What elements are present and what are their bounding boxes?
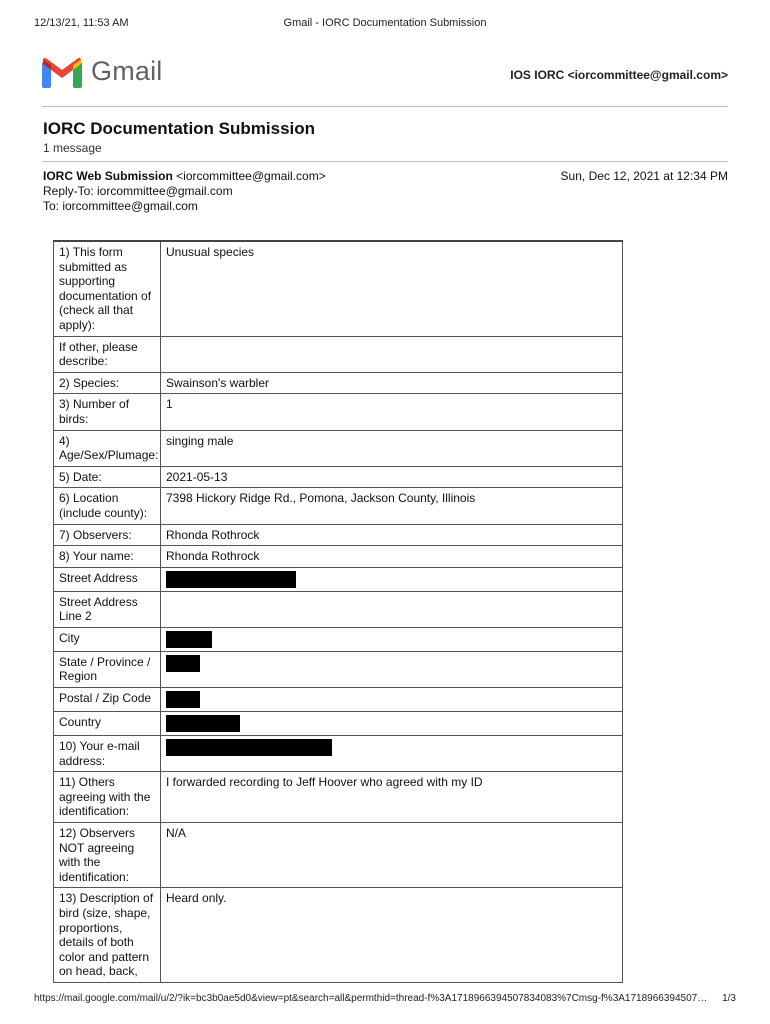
form-row [54, 772, 623, 823]
redaction-block [166, 655, 200, 672]
form-row-value [161, 712, 623, 736]
form-row [54, 823, 623, 888]
form-row [54, 466, 623, 488]
form-row-label: Country [54, 712, 161, 736]
sender-email: <iorcommittee@gmail.com> [176, 169, 326, 183]
form-row [54, 651, 623, 687]
form-row-label: 6) Location (include county): [54, 488, 161, 524]
form-row-value: N/A [161, 823, 623, 888]
form-row [54, 546, 623, 568]
print-title: Gmail - IORC Documentation Submission [283, 17, 487, 29]
submission-form-table [53, 240, 623, 983]
form-row-label: If other, please describe: [54, 336, 161, 372]
form-row-label: 3) Number of birds: [54, 394, 161, 430]
sender-name: IORC Web Submission [43, 169, 173, 183]
form-row-value: Unusual species [161, 241, 623, 336]
form-row-value [161, 336, 623, 372]
form-row [54, 888, 623, 983]
sent-date: Sun, Dec 12, 2021 at 12:34 PM [560, 169, 728, 183]
from-line [43, 169, 326, 184]
page-number: 1/3 [722, 993, 736, 1004]
gmail-m-logo-icon [42, 58, 82, 88]
form-row [54, 372, 623, 394]
redaction-block [166, 739, 332, 756]
form-row-value: Heard only. [161, 888, 623, 983]
reply-to-line: Reply-To: iorcommittee@gmail.com [43, 184, 233, 198]
form-row [54, 712, 623, 736]
form-row-value: 7398 Hickory Ridge Rd., Pomona, Jackson County, Illinois [161, 488, 623, 524]
form-row-value: Rhonda Rothrock [161, 524, 623, 546]
print-datetime: 12/13/21, 11:53 AM [34, 17, 129, 29]
thread-subject: IORC Documentation Submission [43, 119, 316, 138]
message-meta [43, 169, 326, 214]
form-row [54, 488, 623, 524]
account-identity: IOS IORC <iorcommittee@gmail.com> [510, 68, 728, 82]
subject-divider [42, 161, 728, 162]
form-row-label: 2) Species: [54, 372, 161, 394]
redaction-block [166, 571, 296, 588]
redaction-block [166, 691, 200, 708]
form-row-label: 13) Description of bird (size, shape, proportions, details of both color and pattern on head, back, [54, 888, 161, 983]
form-row-value [161, 627, 623, 651]
form-row [54, 241, 623, 336]
form-row-label: Street Address [54, 567, 161, 591]
form-row [54, 336, 623, 372]
form-row-value: I forwarded recording to Jeff Hoover who agreed with my ID [161, 772, 623, 823]
message-count: 1 message [43, 141, 102, 155]
form-row-label: 11) Others agreeing with the identification: [54, 772, 161, 823]
form-row-label: 5) Date: [54, 466, 161, 488]
form-row [54, 591, 623, 627]
form-row-label: Street Address Line 2 [54, 591, 161, 627]
form-row [54, 627, 623, 651]
form-row-label: 4) Age/Sex/Plumage: [54, 430, 161, 466]
form-row-value: Rhonda Rothrock [161, 546, 623, 568]
form-row-value [161, 591, 623, 627]
gmail-wordmark: Gmail [91, 56, 163, 86]
form-row [54, 736, 623, 772]
form-row-value: 1 [161, 394, 623, 430]
print-url: https://mail.google.com/mail/u/2/?ik=bc3b0ae5d0&view=pt&search=all&permthid=thread-f%3A1718966394507834083%7Cmsg-f%3A1718966394507… [34, 993, 708, 1004]
form-row-value [161, 567, 623, 591]
form-row-label: 7) Observers: [54, 524, 161, 546]
form-row-value [161, 736, 623, 772]
form-row [54, 394, 623, 430]
form-row-value: singing male [161, 430, 623, 466]
form-row [54, 567, 623, 591]
form-row [54, 430, 623, 466]
form-row-value: Swainson's warbler [161, 372, 623, 394]
header-divider [42, 106, 728, 107]
form-row-value [161, 651, 623, 687]
to-line: To: iorcommittee@gmail.com [43, 199, 198, 213]
form-row-label: City [54, 627, 161, 651]
form-row-label: Postal / Zip Code [54, 688, 161, 712]
redaction-block [166, 631, 212, 648]
form-row [54, 688, 623, 712]
form-row-value: 2021-05-13 [161, 466, 623, 488]
form-row [54, 524, 623, 546]
form-row-value [161, 688, 623, 712]
redaction-block [166, 715, 240, 732]
form-row-label: 12) Observers NOT agreeing with the identification: [54, 823, 161, 888]
form-row-label: 1) This form submitted as supporting documentation of (check all that apply): [54, 241, 161, 336]
form-row-label: 8) Your name: [54, 546, 161, 568]
form-row-label: State / Province / Region [54, 651, 161, 687]
form-row-label: 10) Your e-mail address: [54, 736, 161, 772]
